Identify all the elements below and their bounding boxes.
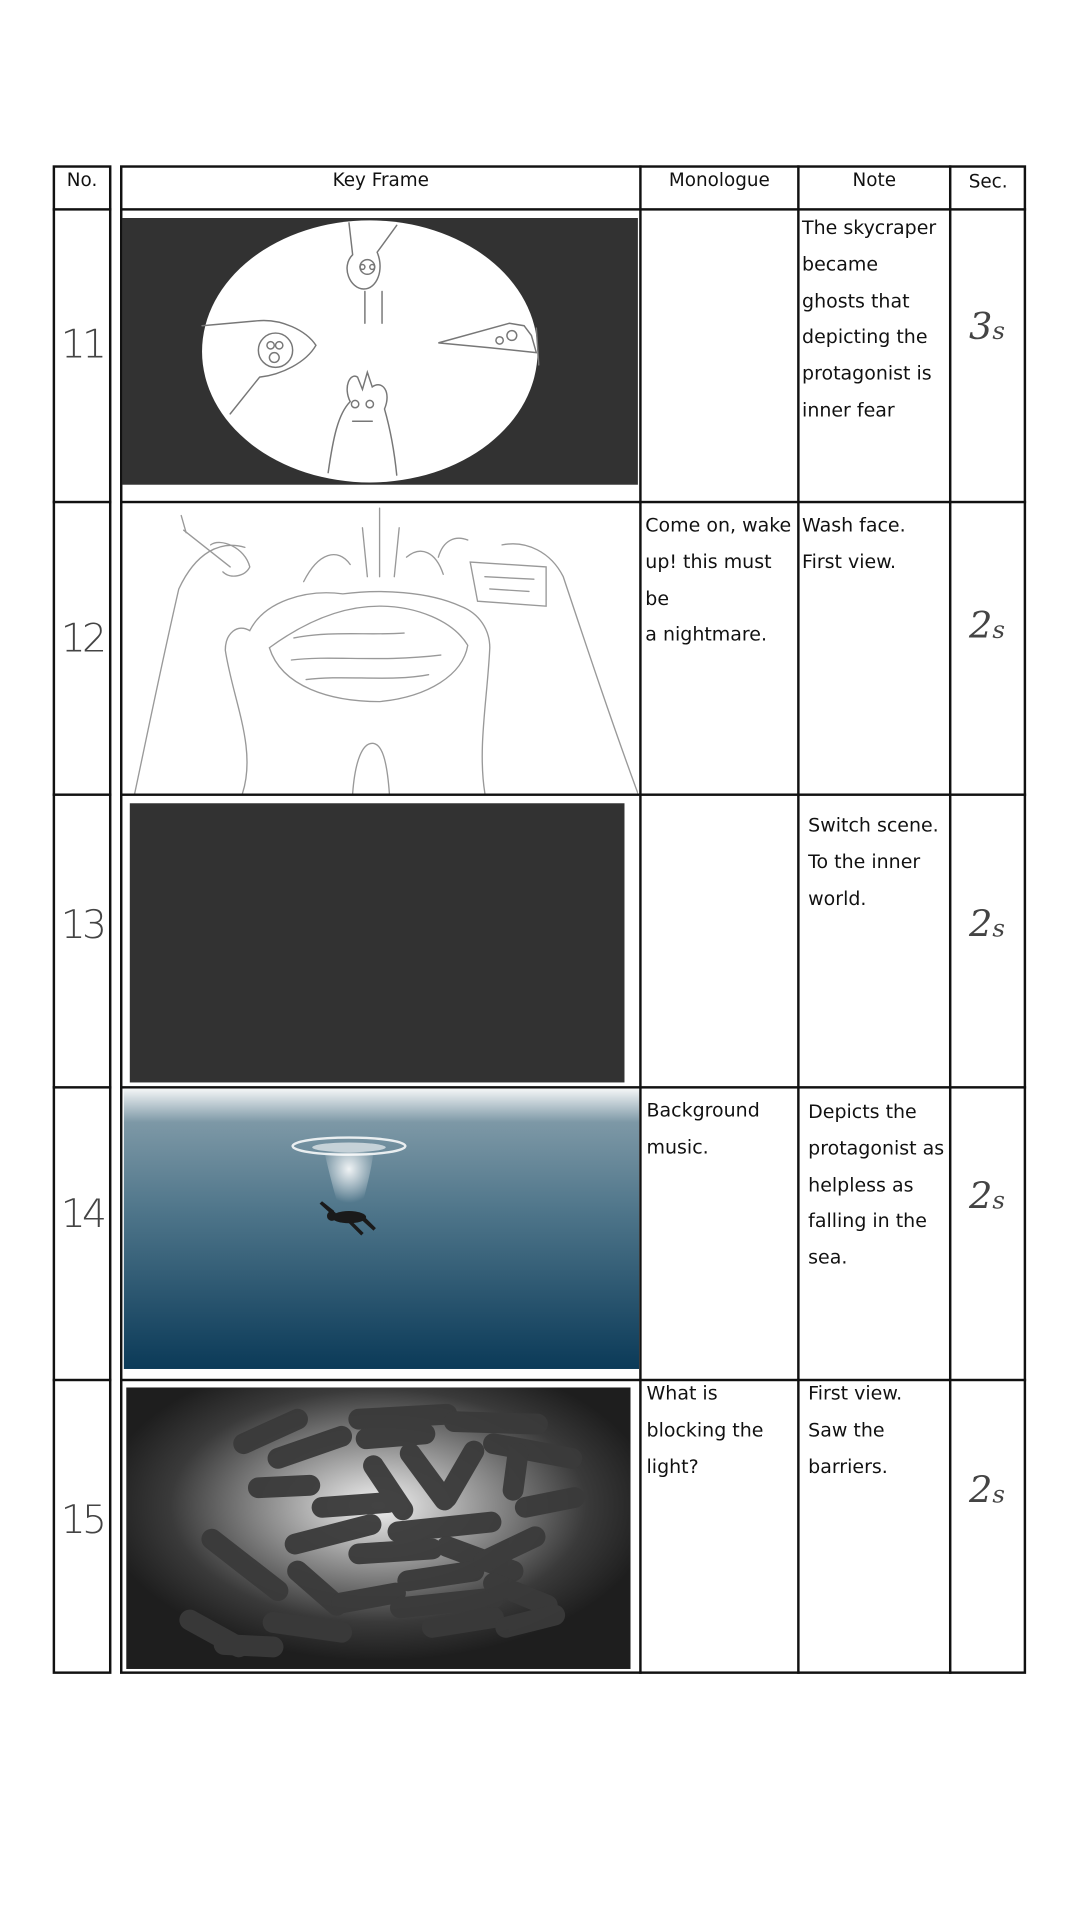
seconds-number: 2: [968, 1175, 993, 1219]
divider-note: [797, 165, 799, 1674]
key-frame-ghosts: [122, 218, 638, 485]
note-line: Depicts the: [808, 1100, 917, 1123]
note-line: First view.: [802, 550, 897, 573]
note-line: barriers.: [808, 1455, 888, 1478]
monologue-line: Background: [646, 1099, 760, 1122]
note-line: To the inner: [808, 850, 921, 873]
note-line: became: [802, 253, 878, 276]
monologue-line: blocking the: [646, 1418, 764, 1441]
key-frame-sea: [124, 1089, 640, 1369]
monologue-line: What is: [646, 1382, 718, 1405]
row-divider: [53, 793, 112, 795]
note-text: [808, 808, 949, 917]
key-frame-wash-face: [122, 503, 638, 793]
seconds-number: 2: [968, 903, 993, 947]
note-text: [802, 508, 949, 581]
header-no: No.: [66, 168, 98, 192]
monologue-line: a nightmare.: [645, 623, 768, 646]
monologue-line: up! this must be: [645, 550, 772, 610]
note-line: ghosts that: [802, 289, 910, 312]
seconds-value: [950, 306, 1023, 349]
seconds-number: 2: [968, 604, 993, 648]
monologue-text: [645, 508, 797, 654]
seconds-unit: s: [992, 1479, 1005, 1509]
row-divider: [53, 1379, 112, 1381]
row-number: 11: [60, 320, 104, 368]
note-text: [808, 1095, 949, 1277]
note-line: Saw the: [808, 1418, 885, 1441]
seconds-number: 3: [968, 306, 993, 349]
row-divider: [120, 793, 1026, 795]
row-number: 15: [60, 1496, 104, 1543]
monologue-line: music.: [646, 1136, 709, 1159]
note-line: protagonist is: [802, 362, 932, 385]
seconds-unit: s: [992, 315, 1005, 346]
note-line: Switch scene.: [808, 814, 939, 837]
monologue-line: Come on, wake: [645, 514, 792, 537]
note-line: helpless as: [808, 1173, 914, 1196]
monologue-text: [647, 1376, 798, 1485]
seconds-value: [950, 1469, 1023, 1512]
note-line: The skycraper: [802, 216, 937, 239]
seconds-value: [950, 904, 1023, 947]
monologue-text: [647, 1093, 798, 1166]
monologue-line: light?: [646, 1455, 699, 1478]
note-line: falling in the: [808, 1210, 927, 1233]
note-text: [808, 1376, 949, 1485]
seconds-unit: s: [992, 614, 1005, 645]
note-line: depicting the: [802, 326, 928, 349]
note-line: inner fear: [802, 399, 895, 422]
seconds-value: [950, 605, 1023, 648]
note-line: First view.: [808, 1382, 903, 1405]
row-divider: [53, 501, 112, 503]
seconds-number: 2: [968, 1469, 993, 1513]
row-divider: [53, 1086, 112, 1088]
note-line: protagonist as: [808, 1137, 945, 1160]
header-sec: Sec.: [968, 170, 1008, 193]
header-note: Note: [852, 168, 897, 192]
seconds-value: [950, 1176, 1023, 1219]
seconds-unit: s: [992, 1185, 1005, 1215]
note-line: Wash face.: [802, 514, 906, 537]
header-monologue: Monologue: [668, 168, 770, 192]
note-line: sea.: [808, 1246, 848, 1269]
row-divider: [53, 208, 112, 210]
note-line: world.: [808, 887, 867, 910]
seconds-unit: s: [992, 913, 1005, 943]
key-frame-black: [130, 803, 625, 1082]
row-number: 14: [60, 1190, 104, 1237]
header-key-frame: Key Frame: [332, 168, 429, 192]
row-number: 13: [60, 901, 104, 948]
divider-monologue: [639, 165, 641, 1674]
key-frame-barriers: [126, 1387, 630, 1669]
note-text: [802, 211, 949, 430]
row-number: 12: [60, 614, 104, 662]
